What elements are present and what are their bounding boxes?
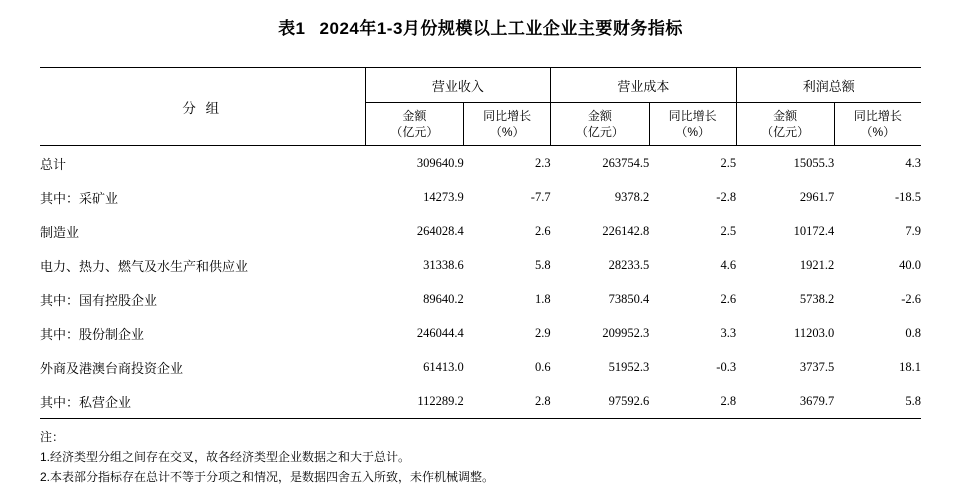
subheader-line2: （%） — [860, 125, 896, 139]
cell-cost-growth: 2.6 — [720, 291, 737, 306]
cell-revenue-growth: 2.8 — [464, 384, 551, 419]
subheader-cost-amount — [551, 103, 650, 146]
cell-profit-growth: 5.8 — [834, 384, 921, 419]
cell-profit-growth: 0.8 — [905, 325, 921, 340]
subheader-revenue-growth — [464, 103, 551, 146]
cell-revenue-growth: 5.8 — [534, 257, 551, 272]
cell-revenue-amount: 309640.9 — [416, 155, 464, 170]
cell-profit-amount: 15055.3 — [793, 155, 835, 170]
subheader-line1: 金额 — [773, 109, 798, 123]
cell-cost-growth: -0.3 — [716, 359, 737, 374]
table-container — [40, 67, 921, 419]
note-item-1: 1.经济类型分组之间存在交叉，故各经济类型企业数据之和大于总计。 — [40, 450, 411, 464]
subheader-revenue-amount — [365, 103, 464, 146]
subheader-line1: 金额 — [587, 109, 612, 123]
table-row — [40, 146, 921, 181]
cell-cost-growth: 2.8 — [649, 384, 736, 419]
cell-cost-amount: 209952.3 — [602, 325, 650, 340]
cell-profit-amount: 11203.0 — [794, 325, 835, 340]
cell-profit-growth: 40.0 — [899, 257, 921, 272]
table-notes — [40, 427, 921, 487]
cell-profit-amount: 10172.4 — [793, 223, 835, 238]
cell-profit-amount: 2961.7 — [799, 189, 835, 204]
cell-revenue-growth: 2.3 — [534, 155, 551, 170]
cell-profit-growth: -2.6 — [901, 291, 921, 306]
subheader-line1: 同比增长 — [483, 109, 532, 123]
cell-revenue-amount: 264028.4 — [416, 223, 464, 238]
table-row — [40, 180, 921, 214]
cell-profit-growth: 18.1 — [899, 359, 921, 374]
cell-revenue-amount: 112289.2 — [365, 384, 464, 419]
subheader-line2: （亿元） — [390, 125, 439, 139]
note-item-2: 2.本表部分指标存在总计不等于分项之和情况，是数据四舍五入所致，未作机械调整。 — [40, 470, 495, 484]
cell-revenue-growth: 1.8 — [534, 291, 551, 306]
cell-cost-amount: 28233.5 — [608, 257, 650, 272]
cell-revenue-amount: 89640.2 — [423, 291, 464, 306]
title-text: 2024年1-3月份规模以上工业企业主要财务指标 — [319, 19, 683, 38]
stub-header: 分 组 — [40, 68, 365, 146]
cell-cost-growth: 2.5 — [720, 223, 737, 238]
cell-revenue-amount: 246044.4 — [416, 325, 464, 340]
cell-cost-growth: -2.8 — [716, 189, 737, 204]
subheader-line2: （亿元） — [575, 125, 624, 139]
cell-revenue-amount: 61413.0 — [423, 359, 464, 374]
table-body — [40, 146, 921, 419]
cell-cost-amount: 9378.2 — [614, 189, 650, 204]
group-header-profit: 利润总额 — [736, 68, 921, 103]
table-row — [40, 384, 921, 419]
cell-profit-growth: 7.9 — [905, 223, 921, 238]
cell-cost-amount: 73850.4 — [608, 291, 650, 306]
cell-cost-growth: 3.3 — [720, 325, 737, 340]
cell-cost-growth: 4.6 — [720, 257, 737, 272]
subheader-cost-growth — [649, 103, 736, 146]
cell-cost-growth: 2.5 — [720, 155, 737, 170]
table-row — [40, 214, 921, 248]
cell-profit-amount: 3679.7 — [736, 384, 834, 419]
row-label: 外商及港澳台商投资企业 — [40, 360, 184, 376]
table-row — [40, 248, 921, 282]
cell-revenue-growth: 0.6 — [534, 359, 551, 374]
row-label: 电力、热力、燃气及水生产和供应业 — [40, 258, 249, 274]
subheader-line1: 同比增长 — [668, 109, 717, 123]
table-row — [40, 350, 921, 384]
row-label: 其中：国有控股企业 — [40, 292, 158, 308]
row-label: 其中：股份制企业 — [40, 326, 145, 342]
subheader-line2: （亿元） — [761, 125, 810, 139]
cell-cost-amount: 51952.3 — [608, 359, 650, 374]
cell-revenue-amount: 31338.6 — [423, 257, 464, 272]
row-label: 其中：私营企业 — [40, 384, 365, 419]
table-header-groups — [40, 68, 921, 103]
subheader-profit-growth — [834, 103, 921, 146]
cell-revenue-growth: 2.9 — [534, 325, 551, 340]
notes-heading: 注： — [40, 430, 65, 444]
table-row — [40, 316, 921, 350]
subheader-line2: （%） — [489, 125, 525, 139]
row-label: 制造业 — [40, 224, 80, 240]
financial-indicators-table — [40, 67, 921, 419]
subheader-line1: 同比增长 — [853, 109, 902, 123]
cell-profit-amount: 3737.5 — [799, 359, 835, 374]
subheader-line1: 金额 — [402, 109, 427, 123]
subheader-profit-amount — [736, 103, 834, 146]
cell-profit-growth: 4.3 — [905, 155, 921, 170]
subheader-line2: （%） — [675, 125, 711, 139]
cell-cost-amount: 263754.5 — [602, 155, 650, 170]
row-label: 总计 — [40, 156, 67, 172]
row-label: 其中：采矿业 — [40, 190, 119, 206]
cell-revenue-growth: -7.7 — [530, 189, 551, 204]
cell-profit-amount: 1921.2 — [799, 257, 835, 272]
group-header-revenue: 营业收入 — [365, 68, 551, 103]
cell-cost-amount: 97592.6 — [551, 384, 650, 419]
cell-revenue-growth: 2.6 — [534, 223, 551, 238]
cell-revenue-amount: 14273.9 — [423, 189, 464, 204]
group-header-cost: 营业成本 — [551, 68, 737, 103]
cell-cost-amount: 226142.8 — [602, 223, 650, 238]
cell-profit-amount: 5738.2 — [799, 291, 835, 306]
table-number: 表1 — [278, 19, 306, 38]
table-row — [40, 282, 921, 316]
cell-profit-growth: -18.5 — [894, 189, 921, 204]
page-title — [0, 0, 961, 45]
